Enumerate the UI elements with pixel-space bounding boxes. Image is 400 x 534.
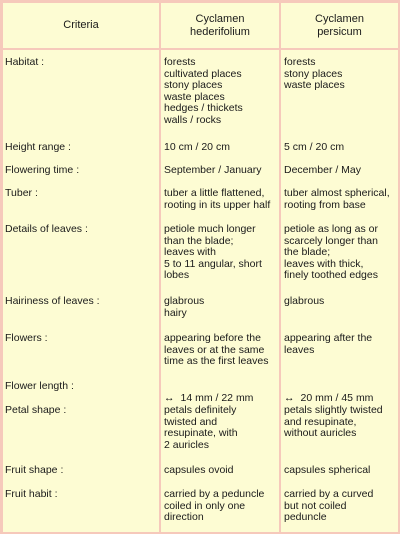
double-arrow-icon: ↔ — [164, 391, 175, 404]
persicum-column-body — [281, 50, 398, 532]
row-hairiness-label: Hairiness of leaves : — [5, 295, 100, 307]
comparison-table — [3, 3, 398, 532]
persicum-flower-length — [281, 381, 398, 404]
persicum-hairiness: glabrous — [284, 295, 325, 307]
row-flowers-label: Flowers : — [5, 332, 48, 344]
row-fruit-habit-label: Fruit habit : — [5, 488, 58, 500]
persicum-fruit-shape: capsules spherical — [284, 464, 371, 476]
hederifolium-habitat: forests cultivated places stony places waste places hedges / thickets walls / rocks — [164, 56, 243, 126]
persicum-fruit-habit: carried by a curved but not coiled peduncle — [284, 488, 374, 523]
persicum-flowers: appearing after the leaves — [284, 332, 373, 356]
persicum-height: 5 cm / 20 cm — [284, 141, 345, 153]
row-leaves-label: Details of leaves : — [5, 223, 88, 235]
persicum-column — [281, 3, 398, 532]
row-habitat-label: Habitat : — [5, 56, 45, 68]
hederifolium-hairiness: glabrous hairy — [164, 295, 205, 319]
row-height-label: Height range : — [5, 141, 71, 153]
persicum-habitat: forests stony places waste places — [284, 56, 345, 91]
persicum-header: Cyclamen persicum — [281, 3, 398, 50]
hederifolium-height: 10 cm / 20 cm — [164, 141, 230, 153]
hederifolium-flower-length — [161, 381, 279, 404]
hederifolium-column-body — [161, 50, 279, 532]
hederifolium-petal: petals definitely twisted and resupinate, with 2 auricles — [164, 404, 238, 451]
criteria-column-body — [3, 50, 159, 532]
hederifolium-fruit-shape: capsules ovoid — [164, 464, 234, 476]
double-arrow-icon: ↔ — [284, 391, 295, 404]
criteria-header: Criteria — [3, 3, 159, 50]
hederifolium-tuber: tuber a little flattened, rooting in its upper half — [164, 187, 271, 211]
persicum-petal: petals slightly twisted and resupinate, without auricles — [284, 404, 383, 439]
hederifolium-flowering: September / January — [164, 164, 262, 176]
row-petal-label: Petal shape : — [5, 404, 67, 416]
row-flowering-label: Flowering time : — [5, 164, 80, 176]
persicum-flower-length-value: 20 mm / 45 mm — [300, 391, 374, 404]
row-fruit-shape-label: Fruit shape : — [5, 464, 64, 476]
persicum-tuber: tuber almost spherical, rooting from base — [284, 187, 390, 211]
persicum-flowering: December / May — [284, 164, 362, 176]
hederifolium-leaves: petiole much longer than the blade; leaves with 5 to 11 angular, short lobes — [164, 223, 262, 281]
hederifolium-flower-length-value: 14 mm / 22 mm — [180, 391, 254, 404]
hederifolium-fruit-habit: carried by a peduncle coiled in only one direction — [164, 488, 265, 523]
persicum-leaves: petiole as long as or scarcely longer than the blade; leaves with thick, finely toothed edges — [284, 223, 378, 281]
criteria-column — [3, 3, 159, 532]
hederifolium-column — [161, 3, 279, 532]
hederifolium-header: Cyclamen hederifolium — [161, 3, 279, 50]
hederifolium-flowers: appearing before the leaves or at the same time as the first leaves — [164, 332, 269, 367]
row-tuber-label: Tuber : — [5, 187, 38, 199]
row-flower-length-label: Flower length : — [5, 380, 74, 392]
